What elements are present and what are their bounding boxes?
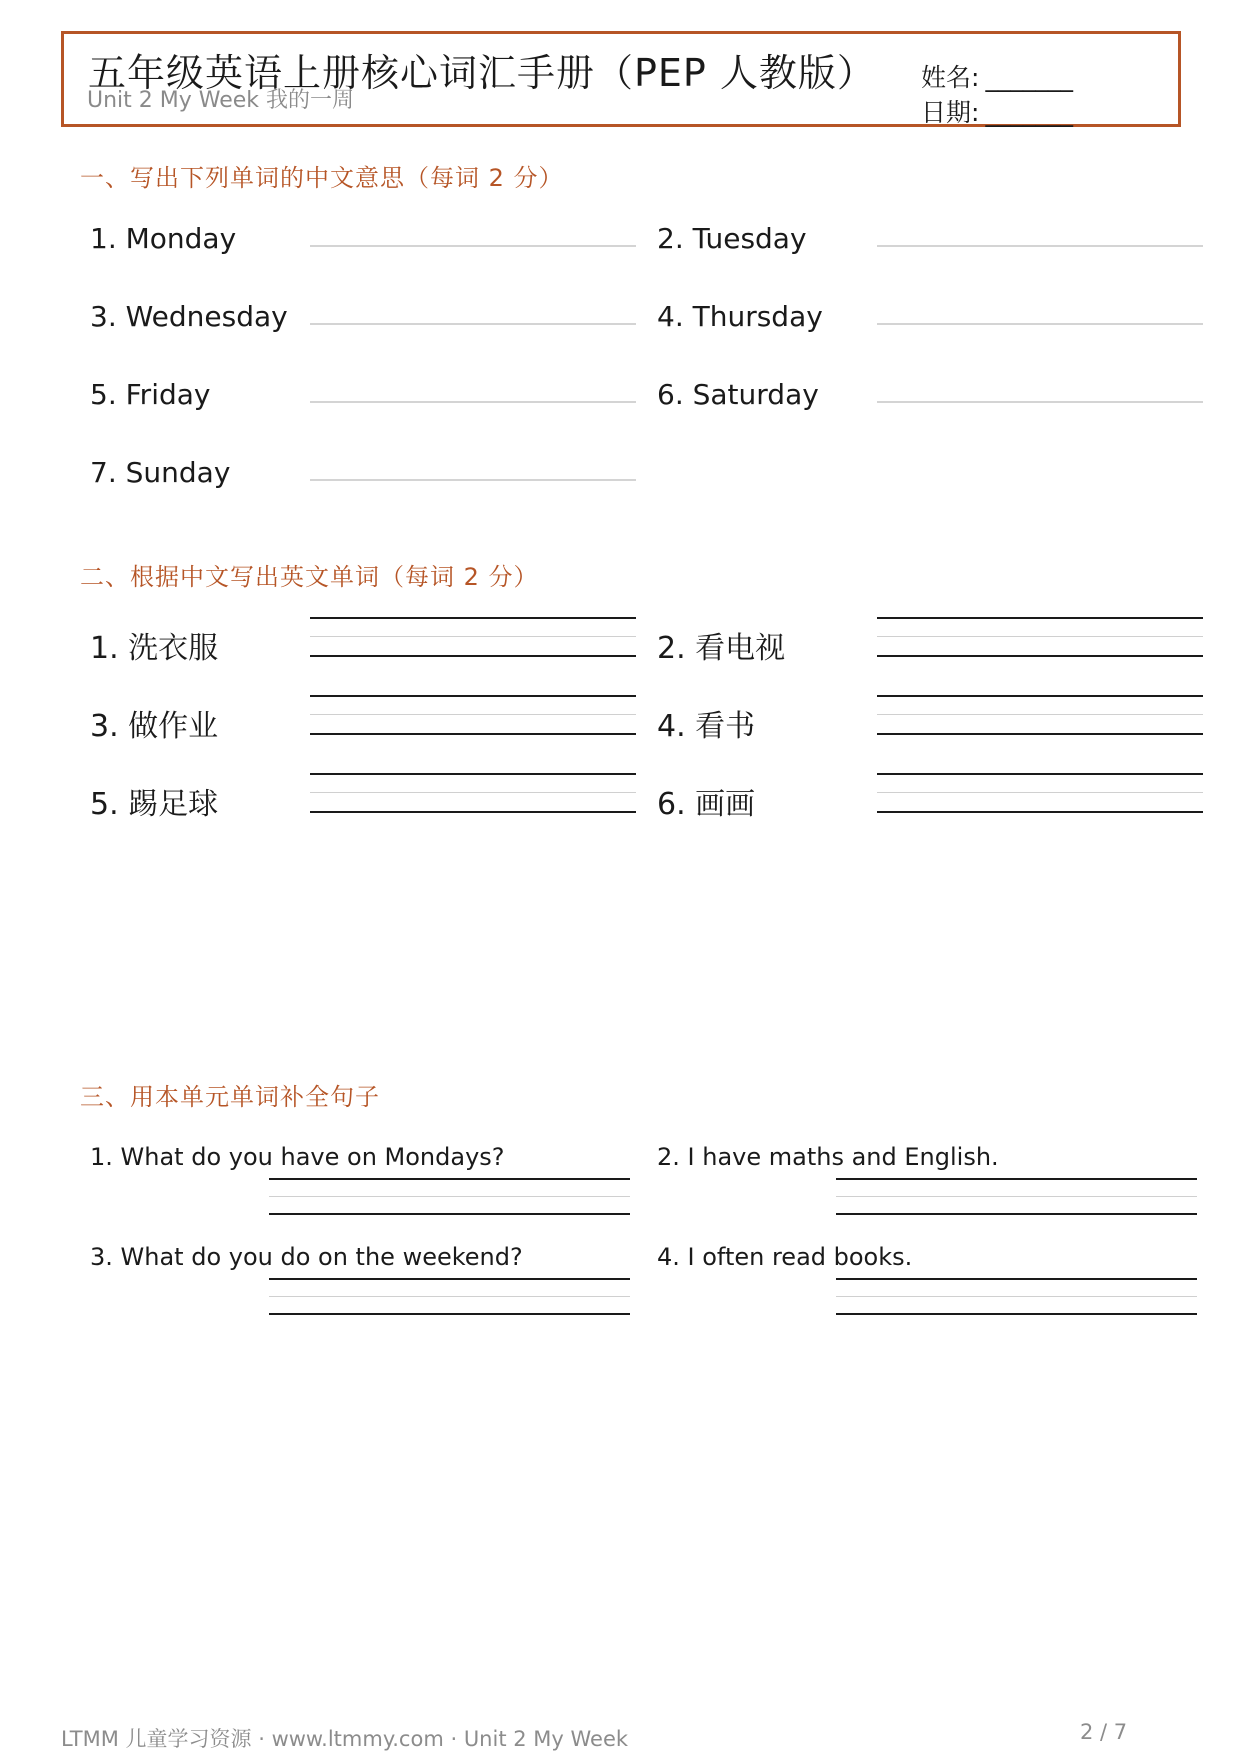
sentence-lines-2	[836, 1178, 1197, 1214]
writing-lines-1	[310, 617, 636, 657]
chinese-item-5: 5. 踢足球	[90, 787, 219, 822]
name-field	[921, 58, 1073, 94]
date-label: 日期:	[921, 98, 980, 127]
answer-line-7	[310, 479, 636, 481]
writing-lines-2	[877, 617, 1203, 657]
name-label: 姓名:	[921, 63, 980, 92]
writing-lines-4	[877, 695, 1203, 735]
sentence-item-3: 3. What do you do on the weekend?	[90, 1243, 523, 1271]
word-item-3: 3. Wednesday	[90, 300, 288, 333]
chinese-item-1: 1. 洗衣服	[90, 631, 219, 666]
word-item-7: 7. Sunday	[90, 456, 231, 489]
answer-line-4	[877, 323, 1203, 325]
answer-line-3	[310, 323, 636, 325]
section-2-title: 二、根据中文写出英文单词（每词 2 分）	[80, 563, 539, 591]
sentence-lines-3	[269, 1278, 630, 1314]
page-footer: LTMM 儿童学习资源 · www.ltmmy.com · Unit 2 My Week	[61, 1727, 629, 1751]
sentence-item-2: 2. I have maths and English.	[657, 1143, 999, 1171]
word-item-1: 1. Monday	[90, 222, 237, 255]
writing-lines-3	[310, 695, 636, 735]
date-field	[921, 93, 1073, 129]
answer-line-6	[877, 401, 1203, 403]
writing-lines-5	[310, 773, 636, 813]
section-1-title: 一、写出下列单词的中文意思（每词 2 分）	[80, 164, 564, 192]
chinese-item-3: 3. 做作业	[90, 709, 219, 744]
answer-line-5	[310, 401, 636, 403]
word-item-6: 6. Saturday	[657, 378, 819, 411]
answer-line-1	[310, 245, 636, 247]
page-number: 2 / 7	[1080, 1720, 1128, 1744]
sentence-lines-1	[269, 1178, 630, 1214]
chinese-item-2: 2. 看电视	[657, 631, 786, 666]
unit-subtitle: Unit 2 My Week 我的一周	[87, 88, 355, 113]
chinese-item-4: 4. 看书	[657, 709, 756, 744]
answer-line-2	[877, 245, 1203, 247]
worksheet-header	[61, 31, 1181, 127]
word-item-5: 5. Friday	[90, 378, 211, 411]
word-item-4: 4. Thursday	[657, 300, 823, 333]
sentence-item-4: 4. I often read books.	[657, 1243, 913, 1271]
sentence-lines-4	[836, 1278, 1197, 1314]
word-item-2: 2. Tuesday	[657, 222, 807, 255]
chinese-item-6: 6. 画画	[657, 787, 756, 822]
sentence-item-1: 1. What do you have on Mondays?	[90, 1143, 505, 1171]
section-3-title: 三、用本单元单词补全句子	[80, 1083, 380, 1111]
date-blank: _______	[985, 98, 1073, 127]
worksheet-title: 五年级英语上册核心词汇手册（PEP 人教版）	[88, 51, 876, 95]
name-blank: _______	[985, 63, 1073, 92]
writing-lines-6	[877, 773, 1203, 813]
